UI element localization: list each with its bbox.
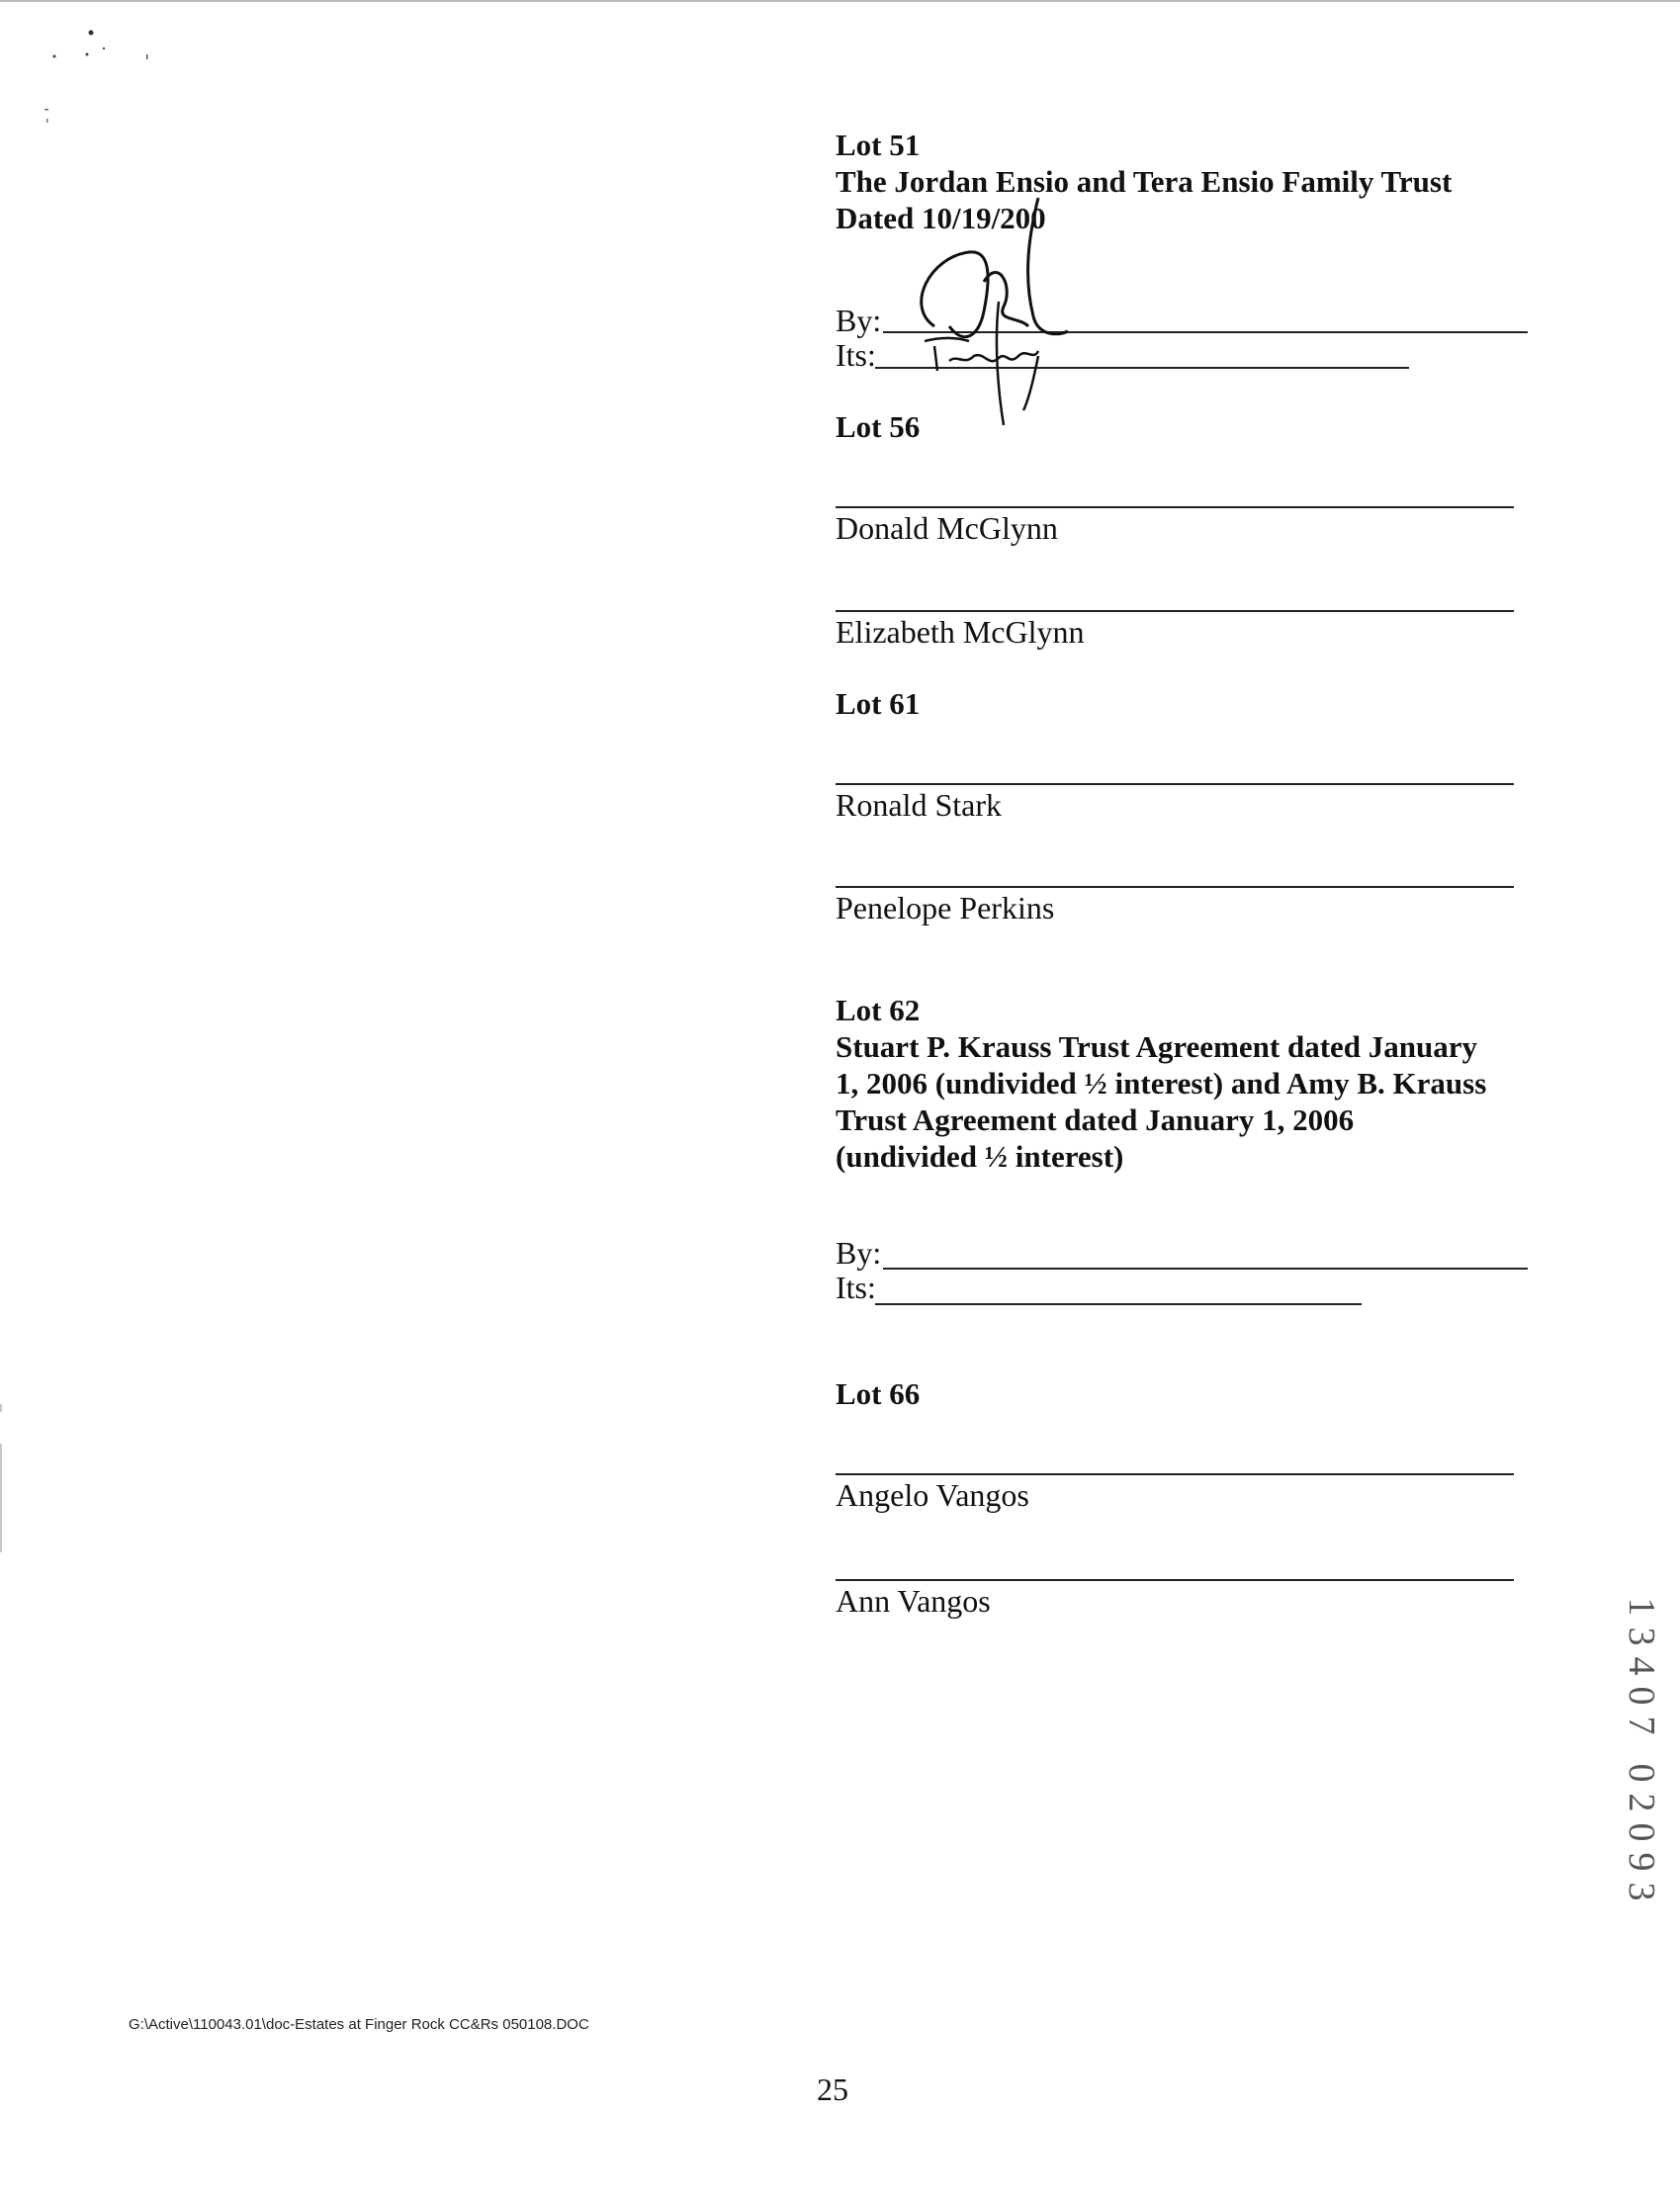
lot66-signer2: Ann Vangos <box>836 1583 991 1619</box>
stamp-digit: 1 <box>1621 1597 1662 1617</box>
lot61-signature-line-2 <box>836 886 1514 888</box>
lot51-by-label: By: <box>836 303 882 338</box>
stamp-digit: 0 <box>1621 1822 1662 1842</box>
stamp-digit: 2 <box>1621 1793 1662 1812</box>
recording-number-stamp <box>1622 1592 1661 1906</box>
lot56-signer1: Donald McGlynn <box>836 510 1058 546</box>
lot62-party-line1: Stuart P. Krauss Trust Agreement dated January <box>836 1029 1478 1064</box>
lot62-party-line4: (undivided ½ interest) <box>836 1139 1124 1174</box>
recording-number-digits <box>1622 1592 1661 1906</box>
stamp-digit: 0 <box>1621 1763 1662 1783</box>
lot51-party-line1: The Jordan Ensio and Tera Ensio Family Trust <box>836 164 1453 199</box>
lot51-its-label: Its: <box>836 337 876 373</box>
lot62-title: Lot 62 <box>836 993 921 1027</box>
lot56-signature-line-1 <box>836 506 1514 508</box>
stamp-digit: 4 <box>1621 1656 1662 1676</box>
stamp-digit: 7 <box>1621 1716 1662 1735</box>
lot66-signer1: Angelo Vangos <box>836 1477 1029 1513</box>
lot66-signature-line-2 <box>836 1579 1514 1581</box>
lot66-signature-line-1 <box>836 1473 1514 1475</box>
handwritten-signature <box>890 198 1147 435</box>
lot62-by-line <box>883 1268 1528 1270</box>
stamp-digit: 3 <box>1621 1627 1662 1646</box>
footer-file-path: G:\Active\110043.01\doc-Estates at Finger Rock CC&Rs 050108.DOC <box>129 2016 589 2033</box>
lot62-party-line3: Trust Agreement dated January 1, 2006 <box>836 1102 1355 1137</box>
lot56-signature-line-2 <box>836 610 1514 612</box>
left-edge-mark <box>0 1404 2 1412</box>
lot61-signature-line-1 <box>836 783 1514 785</box>
stamp-digit: 3 <box>1621 1882 1662 1901</box>
lot61-title: Lot 61 <box>836 686 921 721</box>
lot56-title: Lot 56 <box>836 409 921 444</box>
lot62-block <box>836 992 1528 1175</box>
lot61-signer1: Ronald Stark <box>836 787 1002 823</box>
left-edge-mark <box>0 1444 2 1552</box>
lot62-its-line <box>875 1303 1362 1305</box>
lot62-its-label: Its: <box>836 1270 876 1305</box>
lot62-party-line2: 1, 2006 (undivided ½ interest) and Amy B. Krauss <box>836 1066 1487 1101</box>
lot51-party-line2: Dated 10/19/200 <box>836 201 1046 235</box>
lot51-title: Lot 51 <box>836 128 921 162</box>
stamp-digit: 0 <box>1621 1686 1662 1706</box>
page-number: 25 <box>817 2071 848 2107</box>
top-edge-line <box>0 0 1680 2</box>
scan-specks <box>40 25 158 143</box>
lot66-title: Lot 66 <box>836 1376 921 1411</box>
lot62-by-label: By: <box>836 1235 882 1271</box>
lot61-signer2: Penelope Perkins <box>836 890 1055 925</box>
stamp-digit: 9 <box>1621 1852 1662 1872</box>
lot56-signer2: Elizabeth McGlynn <box>836 614 1085 650</box>
